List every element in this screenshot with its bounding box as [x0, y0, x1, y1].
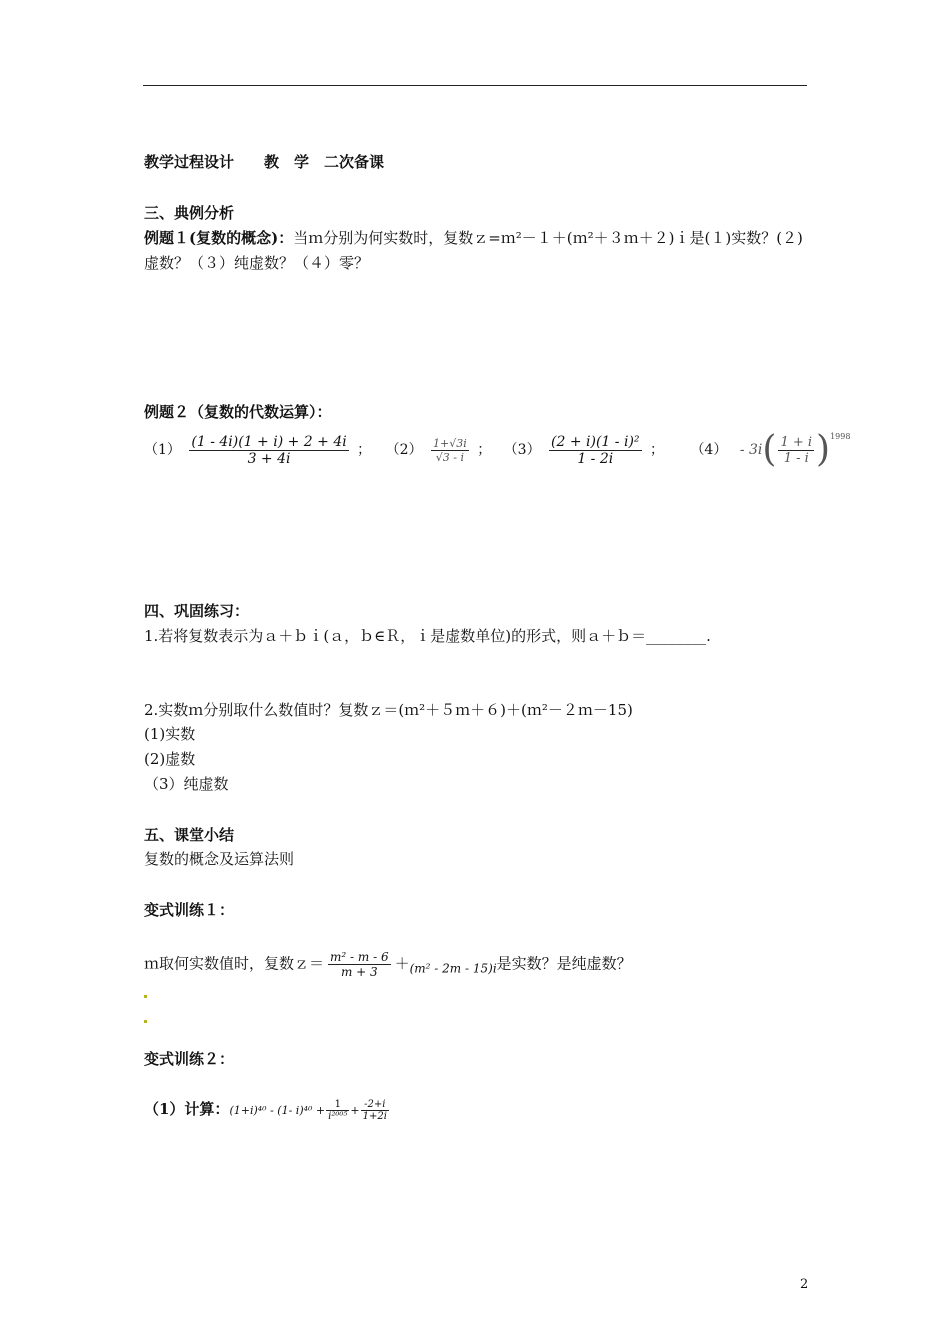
practice-q2-a: (1)实数 [144, 725, 196, 743]
left-paren: ( [762, 429, 777, 470]
variant-2-fraction-1 [326, 1099, 349, 1122]
variant-2-question [144, 1098, 390, 1122]
practice-q1: 1.若将复数表示为ａ＋ｂｉ(ａ，ｂ∈Ｒ，ｉ是虚数单位)的形式，则ａ＋ｂ＝________. [144, 627, 711, 645]
variant-2-fraction-2 [361, 1099, 389, 1122]
ex2-p3: （3） [503, 442, 541, 458]
variant-1-den: m + 3 [340, 965, 378, 979]
ex2-f3-num: (2 + i)(1 - i)² [551, 433, 640, 450]
variant-1-question [144, 950, 632, 979]
right-paren: ) [816, 429, 831, 470]
ex2-p4: （4） [690, 442, 728, 458]
ex2-fraction-3 [549, 434, 642, 467]
variant-2-f1-num: 1 [326, 1099, 349, 1111]
ex2-f4-num: 1 + i [780, 434, 813, 450]
ex2-fraction-1 [189, 434, 348, 467]
variant-2-f1-den: i²⁰⁰⁵ [328, 1110, 348, 1122]
summary-text: 复数的概念及运算法则 [144, 850, 295, 868]
practice-q2-b: (2)虚数 [144, 750, 196, 768]
practice-q2-c: （3）纯虚数 [144, 775, 229, 793]
ex2-f2-den: √3 - i [435, 450, 464, 464]
ex2-fraction-4 [778, 435, 814, 466]
ex2-f3-den: 1 - 2i [577, 450, 614, 467]
variant-2-plus: + [350, 1104, 360, 1117]
ex2-p1: （1） [144, 442, 181, 458]
stray-dot [144, 995, 147, 998]
stray-dot [144, 1020, 147, 1023]
section-3-title: 三、典例分析 [144, 204, 235, 222]
example-1-text: 当ｍ分别为何实数时，复数ｚ=ｍ²－１＋(ｍ²＋３ｍ＋２)ｉ是(１)实数？(２) [293, 229, 803, 247]
section-4-title: 四、巩固练习： [144, 602, 250, 620]
ex2-f1-den: 3 + 4i [247, 450, 291, 467]
ex2-f2-num: 1+√3i [433, 436, 467, 450]
header-rule [143, 85, 807, 86]
ex2-f4-den: 1 - i [783, 450, 809, 466]
variant-2-label: （1）计算： [144, 1100, 230, 1118]
variant-1-term: (m² - 2m - 15)i [409, 961, 497, 976]
ex2-sep2: ； [477, 442, 492, 458]
variant-2-title: 变式训练２： [144, 1050, 235, 1068]
variant-1-plus: ＋ [394, 954, 410, 973]
example-1-label: 例题１(复数的概念)： [144, 229, 294, 247]
example-2-label: 例题２（复数的代数运算）： [144, 403, 332, 421]
ex2-f4-exp: 1998 [830, 432, 851, 441]
section-5-title: 五、课堂小结 [144, 826, 235, 844]
variant-2-f2-num: -2+i [361, 1099, 389, 1111]
ex2-f4-prefix: - 3i [739, 442, 763, 458]
practice-q2: 2.实数ｍ分别取什么数值时？复数ｚ＝(ｍ²＋５ｍ＋６)＋(ｍ²－２ｍ－15) [144, 701, 633, 719]
variant-1-fraction [328, 950, 391, 979]
variant-1-post: 是实数？是纯虚数？ [496, 954, 632, 973]
ex2-p2: （2） [385, 442, 423, 458]
example-1-text-2: 虚数？（３）纯虚数？（４）零？ [144, 254, 370, 272]
ex2-sep1: ； [357, 442, 372, 458]
example-2-expressions [144, 429, 851, 470]
example-1 [144, 228, 803, 248]
variant-1-pre: ｍ取何实数值时，复数ｚ＝ [144, 954, 325, 973]
variant-2-f2-den: 1+2i [362, 1110, 387, 1122]
ex2-sep3: ； [649, 442, 664, 458]
variant-1-title: 变式训练１： [144, 901, 235, 919]
page-number: 2 [800, 1277, 809, 1292]
variant-2-expr-a: (1+i)⁴⁰ - (1- i)⁴⁰ + [229, 1104, 326, 1117]
header-columns: 教学过程设计 教 学 二次备课 [144, 153, 385, 171]
ex2-f1-num: (1 - 4i)(1 + i) + 2 + 4i [191, 433, 347, 450]
variant-1-num: m² - m - 6 [330, 950, 389, 964]
ex2-fraction-2 [431, 437, 469, 464]
